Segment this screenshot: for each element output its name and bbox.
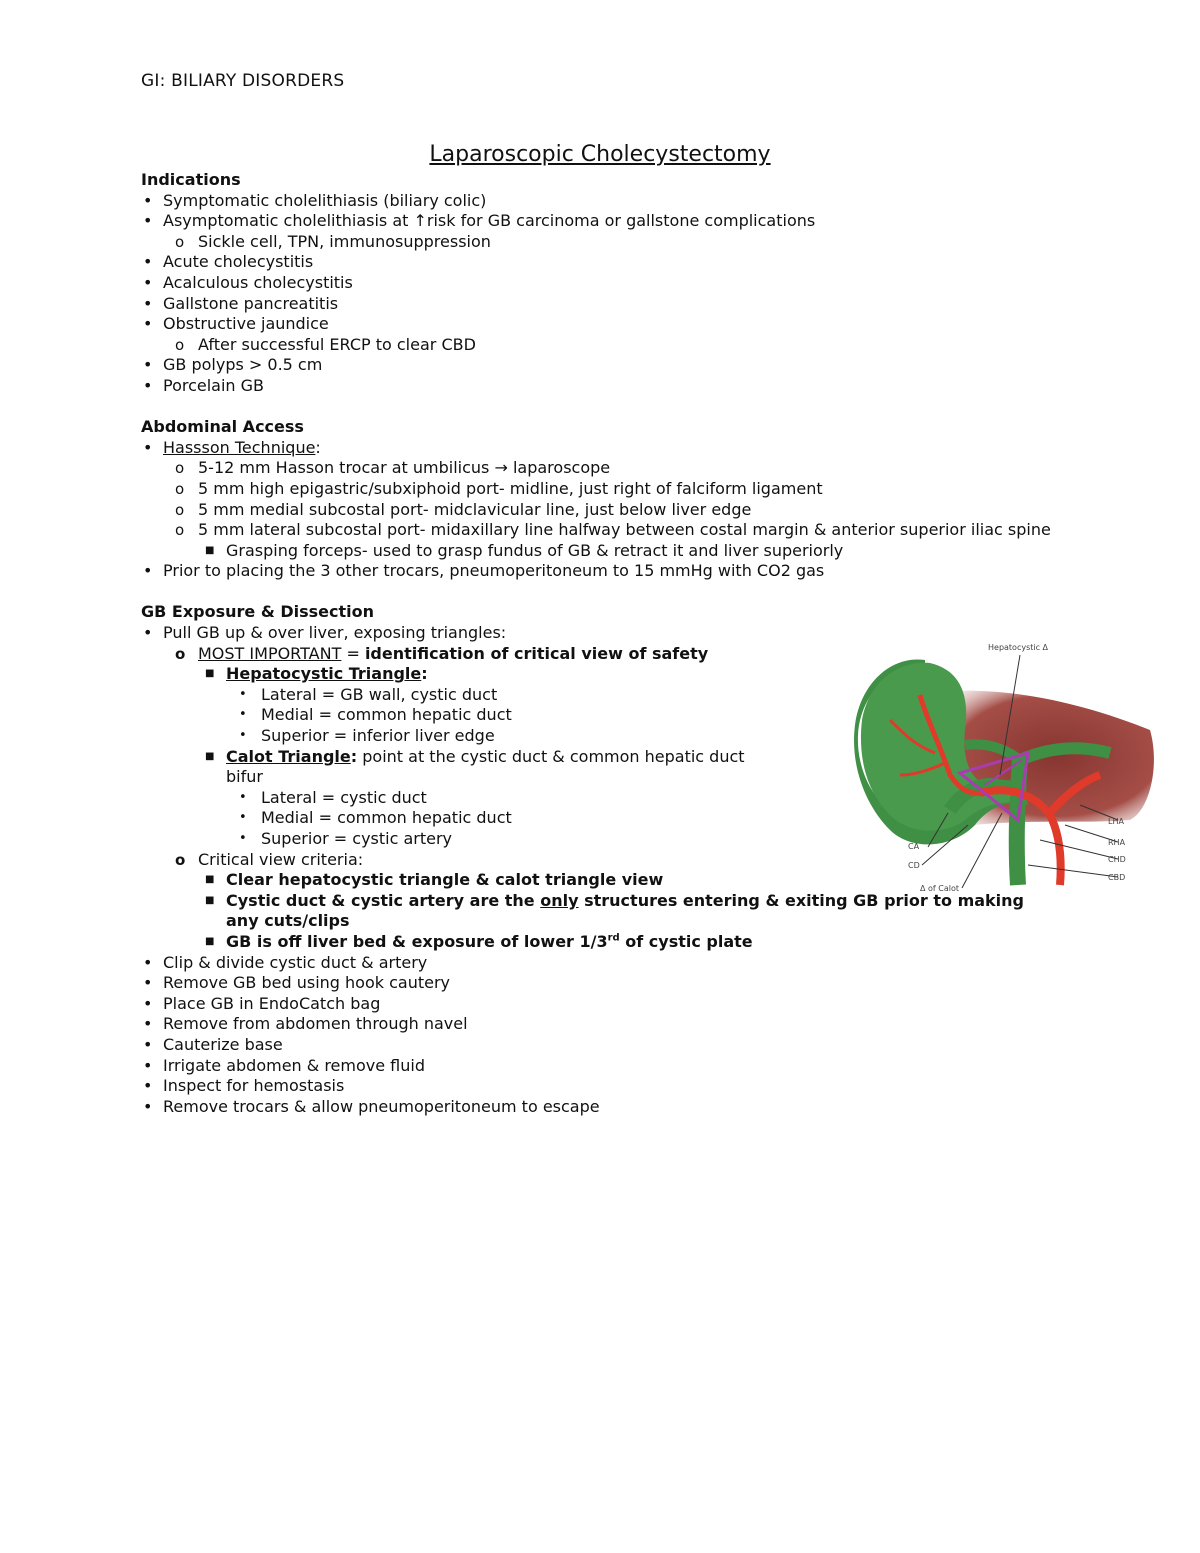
circle-bullet-icon: o [175, 335, 185, 354]
hepatocystic-triangle-label: Hepatocystic Triangle [226, 664, 422, 684]
bullet-icon: • [143, 1096, 153, 1116]
bullet-icon: • [143, 375, 153, 395]
hasson-technique-label: Hassson Technique [163, 437, 316, 457]
list-item: • Obstructive jaundice [143, 314, 329, 334]
square-bullet-icon: ■ [205, 750, 215, 762]
list-item: o Sickle cell, TPN, immunosuppression [175, 231, 491, 251]
list-item: • Inspect for hemostasis [143, 1076, 345, 1096]
list-item: o 5 mm high epigastric/subxiphoid port- midline, just right of falciform ligament [175, 478, 823, 498]
bullet-icon: • [143, 993, 153, 1013]
label-ca: CA [908, 842, 920, 851]
square-bullet-icon: ■ [205, 874, 215, 886]
circle-bullet-icon: o [175, 459, 185, 478]
access-list [141, 438, 1051, 582]
list-item: o 5 mm medial subcostal port- midclavicular line, just below liver edge [175, 499, 752, 519]
label-lha: LHA [1108, 817, 1124, 826]
list-item: o 5 mm lateral subcostal port- midaxillary line halfway between costal margin & anterior superior iliac spine [175, 520, 1051, 540]
list-item: • Hassson Technique: [143, 437, 321, 457]
list-item: • Cauterize base [143, 1034, 283, 1054]
bullet-icon: • [239, 831, 247, 846]
bullet-icon: • [239, 707, 247, 723]
bullet-icon: • [143, 293, 153, 313]
label-rha: RHA [1108, 838, 1126, 847]
list-item: • Acalculous cholecystitis [143, 272, 353, 292]
list-item: ■ Calot Triangle: point at the cystic duct & common hepatic duct bifur [205, 746, 745, 787]
list-item: • Remove from abdomen through navel [143, 1014, 468, 1034]
gallbladder-anatomy-figure [850, 635, 1160, 900]
list-item: • Symptomatic cholelithiasis (biliary colic) [143, 190, 487, 210]
list-item: • Prior to placing the 3 other trocars, pneumoperitoneum to 15 mmHg with CO2 gas [143, 561, 825, 581]
label-cd: CD [908, 861, 920, 870]
label-cbd: CBD [1108, 873, 1126, 882]
list-item: • Remove trocars & allow pneumoperitoneum to escape [143, 1096, 600, 1116]
list-item: ■ Clear hepatocystic triangle & calot triangle view [205, 870, 664, 890]
list-item: • Gallstone pancreatitis [143, 293, 339, 313]
bullet-icon: • [143, 190, 153, 210]
circle-bullet-icon: o [175, 479, 185, 498]
list-item: • Pull GB up & over liver, exposing triangles: [143, 623, 507, 643]
square-bullet-icon: ■ [205, 894, 215, 906]
circle-bullet-icon: o [175, 232, 185, 251]
list-item: ■ GB is off liver bed & exposure of lower 1/3rd of cystic plate [205, 931, 753, 951]
list-item: • Superior = inferior liver edge [239, 726, 495, 746]
list-item: • Irrigate abdomen & remove fluid [143, 1055, 425, 1075]
list-item: • Asymptomatic cholelithiasis at ↑risk for GB carcinoma or gallstone complications [143, 211, 816, 231]
bullet-icon: • [143, 623, 153, 643]
page-title: Laparoscopic Cholecystectomy [429, 142, 771, 167]
list-item: ■ Cystic duct & cystic artery are the only structures entering & exiting GB prior to making any cuts/clips [205, 890, 1024, 931]
list-item: • Remove GB bed using hook cautery [143, 973, 450, 993]
access-heading: Abdominal Access [141, 417, 304, 437]
list-item: o After successful ERCP to clear CBD [175, 334, 476, 354]
circle-bullet-icon: o [175, 500, 185, 519]
list-item: • Porcelain GB [143, 375, 265, 395]
list-item: • Superior = cystic artery [239, 829, 453, 848]
list-item: • Lateral = GB wall, cystic duct [239, 684, 498, 704]
bullet-icon: • [143, 211, 153, 231]
square-bullet-icon: ■ [205, 935, 215, 947]
square-bullet-icon: ■ [205, 544, 215, 556]
exposure-heading: GB Exposure & Dissection [141, 602, 375, 622]
bullet-icon: • [143, 252, 153, 272]
indications-heading: Indications [141, 170, 241, 189]
label-calot: Δ of Calot [920, 884, 960, 893]
list-item: • Clip & divide cystic duct & artery [143, 952, 428, 972]
bullet-icon: • [143, 314, 153, 334]
square-bullet-icon: ■ [205, 668, 215, 680]
bullet-icon: • [239, 728, 247, 744]
label-chd: CHD [1108, 855, 1126, 864]
bullet-icon: • [239, 789, 247, 805]
circle-bullet-icon: o [175, 644, 186, 663]
label-hepatocystic: Hepatocystic Δ [988, 643, 1049, 652]
list-item: o 5-12 mm Hasson trocar at umbilicus → laparoscope [175, 458, 611, 478]
list-item: o Critical view criteria: [175, 849, 364, 869]
bullet-icon: • [143, 973, 153, 993]
bullet-icon: • [143, 952, 153, 972]
list-item: • Medial = common hepatic duct [239, 808, 512, 828]
indications-list [141, 191, 1051, 397]
bullet-icon: • [143, 1055, 153, 1075]
list-item: • GB polyps > 0.5 cm [143, 355, 323, 375]
list-item: • Place GB in EndoCatch bag [143, 993, 381, 1013]
bullet-icon: • [143, 561, 153, 581]
bullet-icon: • [143, 272, 153, 292]
bullet-icon: • [239, 810, 247, 826]
bullet-icon: • [143, 355, 153, 375]
list-item: • Acute cholecystitis [143, 252, 314, 272]
list-item: ■ Hepatocystic Triangle: [205, 664, 428, 684]
list-item: ■ Grasping forceps- used to grasp fundus of GB & retract it and liver superiorly [205, 540, 844, 560]
bullet-icon: • [239, 686, 247, 702]
calot-triangle-label: Calot Triangle [226, 746, 351, 766]
page-header: GI: BILIARY DISORDERS [141, 71, 345, 91]
list-item: • Lateral = cystic duct [239, 787, 427, 807]
circle-bullet-icon: o [175, 521, 185, 540]
bullet-icon: • [143, 1014, 153, 1034]
bullet-icon: • [143, 437, 153, 457]
circle-bullet-icon: o [175, 850, 186, 869]
bullet-icon: • [143, 1076, 153, 1096]
list-item: • Medial = common hepatic duct [239, 705, 512, 725]
list-item: o MOST IMPORTANT = identification of critical view of safety [175, 643, 709, 663]
bullet-icon: • [143, 1034, 153, 1054]
